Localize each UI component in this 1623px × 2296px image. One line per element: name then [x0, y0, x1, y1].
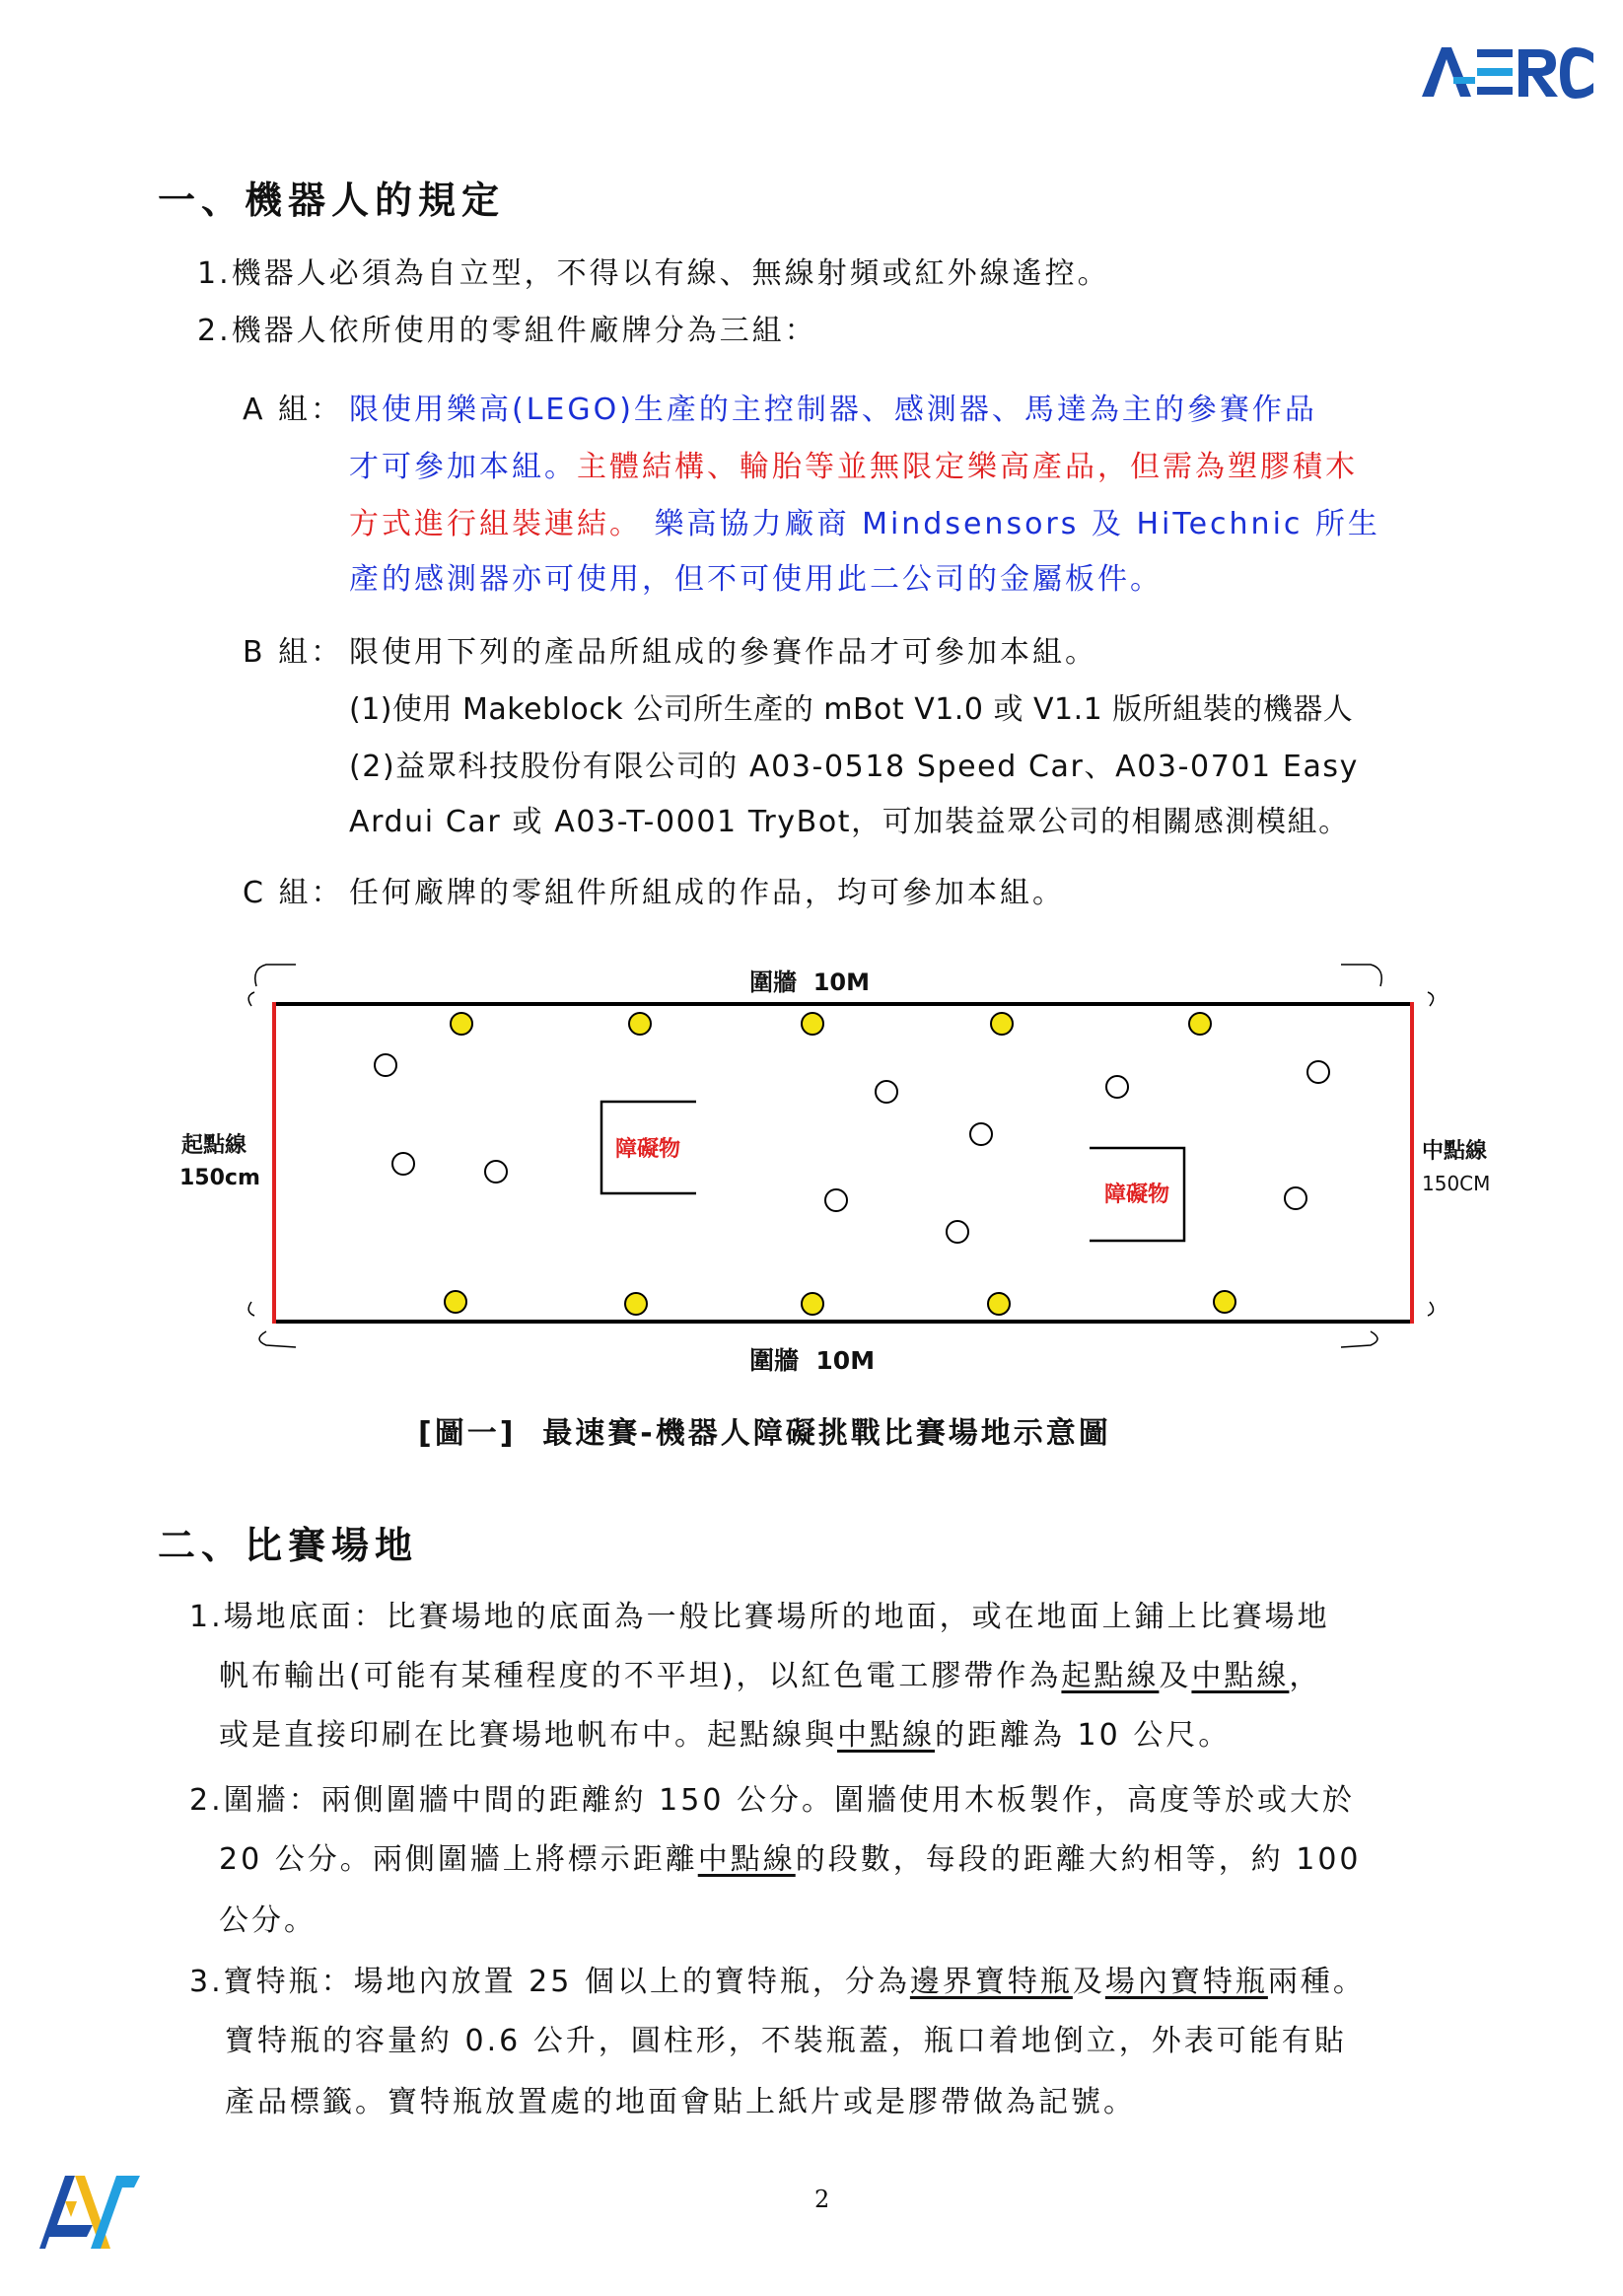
section1-title: 一、機器人的規定: [158, 179, 506, 222]
s2-p2-line3: 公分。: [219, 1903, 317, 1938]
field-bottles: [375, 1054, 1329, 1243]
boundary-bottle: [445, 1291, 466, 1313]
groupA-line3: [349, 499, 1380, 542]
boundary-bottle: [802, 1013, 823, 1035]
boundary-bottle: [991, 1013, 1013, 1035]
obstacle-2-label: 障礙物: [1104, 1183, 1170, 1207]
s2-p1-l2-c: ，: [1289, 1659, 1322, 1693]
footer-logo: [35, 2166, 144, 2255]
field-bottle: [1106, 1076, 1128, 1098]
boundary-bottle: [802, 1293, 823, 1315]
groupA-line3-red: 方式進行組裝連結。: [349, 507, 642, 541]
s2-p3-l1-a: 3.寶特瓶：場地內放置 25 個以上的寶特瓶，分為: [189, 1965, 910, 1999]
field-bottle: [947, 1221, 968, 1243]
s2-p3-field-bottle: 場內寶特瓶: [1104, 1965, 1268, 1999]
groupB-label: B 組：: [243, 635, 344, 670]
field-bottle: [1285, 1187, 1306, 1209]
section1-item1: 1.機器人必須為自立型，不得以有線、無線射頻或紅外線遙控。: [197, 256, 1110, 291]
groupA-line2: [349, 442, 1358, 485]
boundary-bottle: [629, 1013, 651, 1035]
boundary-bottles-top: [451, 1013, 1211, 1035]
s2-p3-line3: 產品標籤。寶特瓶放置處的地面會貼上紙片或是膠帶做為記號。: [225, 2085, 1136, 2119]
s2-p1-start-line: 起點線: [1061, 1659, 1160, 1693]
s2-p1-line1: 1.場地底面：比賽場地的底面為一般比賽場所的地面，或在地面上鋪上比賽場地: [189, 1600, 1330, 1634]
aerc-logo: [1420, 39, 1597, 103]
groupA-line3-blue: 樂高協力廠商 Mindsensors 及 HiTechnic 所生: [642, 507, 1380, 541]
boundary-bottles-bottom: [445, 1291, 1235, 1315]
mid-line-width: 150CM: [1422, 1172, 1491, 1195]
top-wall-label: 圍牆 10M: [749, 969, 870, 996]
field-diagram-svg: [158, 957, 1469, 1371]
field-bottle: [876, 1081, 897, 1103]
s2-p2-l2-a: 20 公分。兩側圍牆上將標示距離: [219, 1842, 698, 1877]
footer-logo-graphic: [35, 2166, 144, 2255]
s2-p1-l2-b: 及: [1159, 1659, 1192, 1693]
start-line-label: 起點線: [181, 1133, 247, 1158]
s2-p3-l1-b: 及: [1072, 1965, 1105, 1999]
section1-item2: 2.機器人依所使用的零組件廠牌分為三組：: [197, 314, 817, 348]
groupB-line3: (2)益眾科技股份有限公司的 A03-0518 Speed Car、A03-0701 Easy: [349, 750, 1360, 784]
groupB-line4: Ardui Car 或 A03-T-0001 TryBot，可加裝益眾公司的相關感測模組。: [349, 805, 1350, 839]
field-bottle: [825, 1189, 847, 1211]
aerc-logo-graphic: [1420, 39, 1597, 103]
s2-p1-mid-line: 中點線: [1191, 1659, 1290, 1693]
groupA-line1: 限使用樂高(LEGO)生產的主控制器、感測器、馬達為主的參賽作品: [349, 393, 1317, 427]
s2-p2-mid-line: 中點線: [697, 1842, 796, 1877]
s2-p1-l3-a: 或是直接印刷在比賽場地帆布中。起點線與: [219, 1718, 837, 1753]
figure-caption: [圖一] 最速賽-機器人障礙挑戰比賽場地示意圖: [418, 1416, 1111, 1451]
section2-title: 二、比賽場地: [158, 1524, 419, 1567]
s2-p2-l2-b: 的段數，每段的距離大約相等，約 100: [795, 1842, 1362, 1877]
obstacle-1-label: 障礙物: [615, 1137, 681, 1162]
s2-p1-l2-a: 帆布輸出(可能有某種程度的不平坦)，以紅色電工膠帶作為: [219, 1659, 1062, 1693]
boundary-bottle: [451, 1013, 472, 1035]
boundary-bottle: [625, 1293, 647, 1315]
groupB-line2: (1)使用 Makeblock 公司所生產的 mBot V1.0 或 V1.1 版所組裝的機器人: [349, 692, 1354, 727]
field-bottle: [375, 1054, 396, 1076]
s2-p3-line2: 寶特瓶的容量約 0.6 公升，圓柱形，不裝瓶蓋，瓶口着地倒立，外表可能有貼: [225, 2024, 1347, 2058]
s2-p3-boundary-bottle: 邊界寶特瓶: [909, 1965, 1073, 1999]
bottom-wall-label: 圍牆 10M: [749, 1346, 876, 1375]
groupA-line2-blue: 才可參加本組。: [349, 450, 577, 484]
s2-p3-l1-c: 兩種。: [1267, 1965, 1366, 1999]
groupB-line1: 限使用下列的產品所組成的參賽作品才可參加本組。: [349, 635, 1097, 670]
field-bottle: [1307, 1061, 1329, 1083]
groupA-line2-red: 主體結構、輪胎等並無限定樂高產品，但需為塑膠積木: [577, 450, 1358, 484]
s2-p2-line2: [219, 1834, 1362, 1878]
field-bottle: [392, 1153, 414, 1175]
s2-p3-line1: [189, 1957, 1366, 2000]
s2-p2-line1: 2.圍牆：兩側圍牆中間的距離約 150 公分。圍牆使用木板製作，高度等於或大於: [189, 1783, 1355, 1818]
field-bottle: [970, 1123, 992, 1145]
groupC-line1: 任何廠牌的零組件所組成的作品，均可參加本組。: [349, 876, 1065, 910]
start-line-width: 150cm: [179, 1166, 260, 1190]
groupA-label: A 組：: [243, 393, 344, 427]
groupA-line4: 產的感測器亦可使用，但不可使用此二公司的金屬板件。: [349, 562, 1163, 597]
s2-p1-l3-mid-line: 中點線: [837, 1718, 935, 1753]
groupC-label: C 組：: [243, 876, 344, 910]
page-number: 2: [814, 2186, 830, 2213]
s2-p1-line2: [219, 1651, 1321, 1694]
boundary-bottle: [1214, 1291, 1235, 1313]
boundary-bottle: [1189, 1013, 1211, 1035]
s2-p1-line3: [219, 1710, 1231, 1754]
s2-p1-l3-b: 的距離為 10 公尺。: [935, 1718, 1232, 1753]
field-bottle: [485, 1161, 507, 1183]
mid-line-label: 中點線: [1422, 1139, 1488, 1164]
boundary-bottle: [988, 1293, 1010, 1315]
field-diagram: [158, 957, 1491, 1375]
